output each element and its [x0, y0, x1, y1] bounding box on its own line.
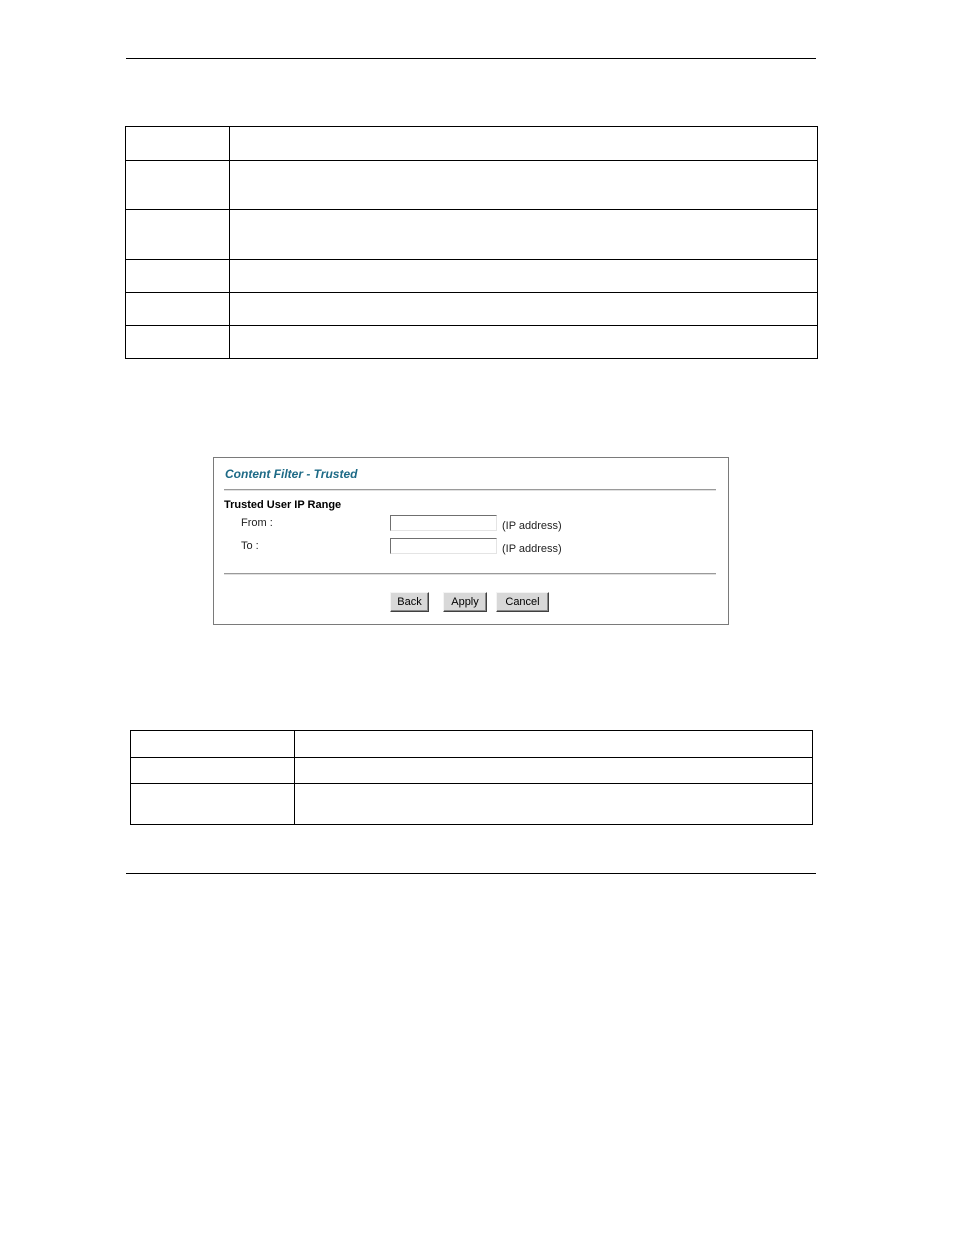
- from-label: From :: [241, 517, 273, 529]
- content-filter-trusted-panel: [213, 457, 729, 625]
- table-cell: [230, 210, 818, 260]
- label-description-table: [130, 730, 813, 825]
- table-row: [126, 326, 818, 359]
- title-divider: [224, 489, 716, 491]
- apply-button[interactable]: Apply: [443, 592, 487, 612]
- table-cell: [126, 210, 230, 260]
- table-cell: [230, 161, 818, 210]
- from-ip-input[interactable]: [390, 515, 497, 531]
- trusted-user-ip-range-label: Trusted User IP Range: [224, 499, 342, 511]
- table-row: [126, 293, 818, 326]
- cancel-button[interactable]: Cancel: [496, 592, 549, 612]
- table-cell: [126, 127, 230, 161]
- table-cell: [126, 293, 230, 326]
- table-row: [126, 161, 818, 210]
- table-cell: [295, 758, 813, 784]
- from-ip-hint: (IP address): [502, 520, 562, 532]
- table-row: [126, 127, 818, 161]
- button-divider: [224, 573, 716, 575]
- table-cell: [131, 731, 295, 758]
- table-row: [131, 758, 813, 784]
- back-button[interactable]: Back: [390, 592, 429, 612]
- panel-title: Content Filter - Trusted: [225, 467, 358, 481]
- table-cell: [126, 161, 230, 210]
- table-cell: [230, 127, 818, 161]
- to-ip-input[interactable]: [390, 538, 497, 554]
- footer-rule: [126, 873, 816, 874]
- to-label: To :: [241, 540, 259, 552]
- table-row: [131, 731, 813, 758]
- table-row: [126, 210, 818, 260]
- header-rule: [126, 58, 816, 59]
- table-row: [131, 784, 813, 825]
- table-cell: [295, 784, 813, 825]
- table-cell: [295, 731, 813, 758]
- table-row: [126, 260, 818, 293]
- table-cell: [131, 784, 295, 825]
- table-cell: [126, 326, 230, 359]
- field-description-table: [125, 126, 818, 359]
- table-cell: [131, 758, 295, 784]
- to-ip-hint: (IP address): [502, 543, 562, 555]
- table-cell: [230, 293, 818, 326]
- table-cell: [230, 260, 818, 293]
- table-cell: [126, 260, 230, 293]
- table-cell: [230, 326, 818, 359]
